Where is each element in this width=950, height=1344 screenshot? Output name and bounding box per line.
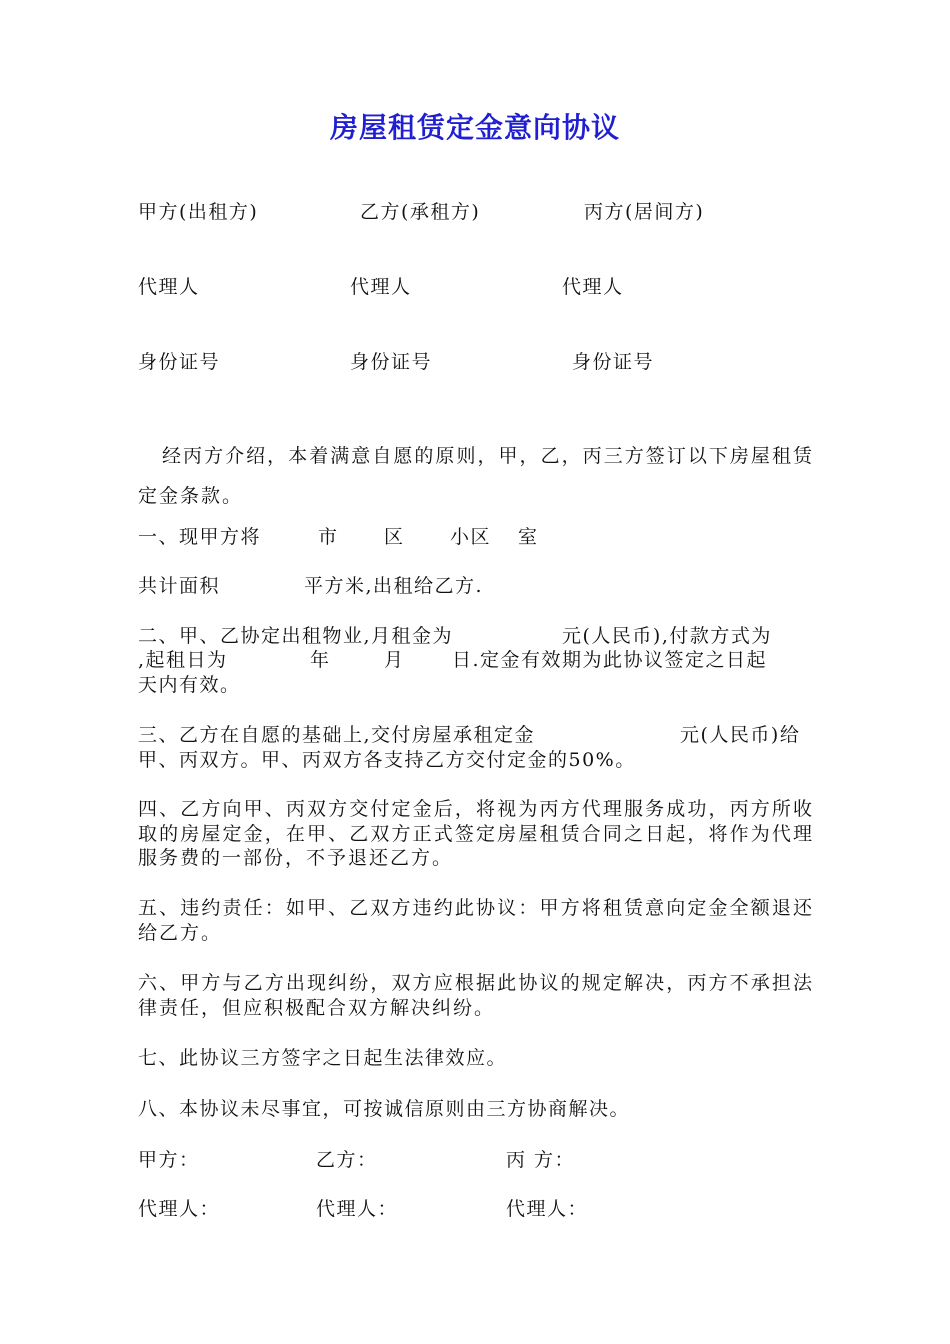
party-b-label: 乙方(承租方) <box>360 201 481 223</box>
document-title: 房屋租赁定金意向协议 <box>329 111 620 144</box>
sign-agent-a: 代理人： <box>138 1198 221 1220</box>
agent-b-label: 代理人 <box>350 276 412 298</box>
sign-agent-b: 代理人： <box>316 1198 399 1220</box>
intro-paragraph: 经丙方介绍，本着满意自愿的原则，甲，乙，丙三方签订以下房屋租赁定金条款。 <box>138 445 814 507</box>
id-b-label: 身份证号 <box>350 351 433 373</box>
clause1-room: 室 <box>518 526 539 548</box>
agent-a-label: 代理人 <box>138 276 200 298</box>
clause7-line: 七、此协议三方签字之日起生法律效应。 <box>138 1047 508 1069</box>
party-c-label: 丙方(居间方) <box>584 201 705 223</box>
clause3-line1-b: 元(人民币)给 <box>680 724 801 746</box>
area-tail: 平方米,出租给乙方. <box>304 575 484 597</box>
clause2-line1-b: 元(人民币),付款方式为 <box>562 625 772 647</box>
clause4-paragraph: 四、乙方向甲、丙双方交付定金后，将视为丙方代理服务成功，丙方所收取的房屋定金，在甲、乙双方正式签定房屋租赁合同之日起，将作为代理服务费的一部份，不予退还乙方。 <box>138 798 814 869</box>
clause1-community: 小区 <box>450 526 492 548</box>
clause2-line2-a: ,起租日为 <box>138 649 228 671</box>
clause5-paragraph: 五、违约责任：如甲、乙双方违约此协议：甲方将租赁意向定金全额退还给乙方。 <box>138 897 814 944</box>
sign-party-a: 甲方： <box>138 1149 200 1171</box>
clause2-line1-a: 二、甲、乙协定出租物业,月租金为 <box>138 625 454 647</box>
id-a-label: 身份证号 <box>138 351 221 373</box>
id-c-label: 身份证号 <box>572 351 655 373</box>
clause1-lead: 一、现甲方将 <box>138 526 262 548</box>
clause1-district: 区 <box>384 526 405 548</box>
clause6-paragraph: 六、甲方与乙方出现纠纷，双方应根据此协议的规定解决，丙方不承担法律责任，但应积极配合双方解决纠纷。 <box>138 972 814 1019</box>
sign-agent-c: 代理人： <box>506 1198 589 1220</box>
clause3-line2: 甲、丙双方。甲、丙双方各支持乙方交付定金的50%。 <box>138 749 636 771</box>
clause2-line3: 天内有效。 <box>138 674 241 696</box>
party-a-label: 甲方(出租方) <box>138 201 259 223</box>
clause3-line1-a: 三、乙方在自愿的基础上,交付房屋承租定金 <box>138 724 536 746</box>
clause2-month: 月 <box>384 649 405 671</box>
sign-party-c: 丙 方： <box>506 1149 576 1171</box>
clause2-line2-d: 日.定金有效期为此协议签定之日起 <box>452 649 768 671</box>
clause1-city: 市 <box>318 526 339 548</box>
clause8-line: 八、本协议未尽事宜，可按诚信原则由三方协商解决。 <box>138 1098 631 1120</box>
area-lead: 共计面积 <box>138 575 221 597</box>
clause2-year: 年 <box>310 649 331 671</box>
agent-c-label: 代理人 <box>562 276 624 298</box>
sign-party-b: 乙方： <box>316 1149 378 1171</box>
